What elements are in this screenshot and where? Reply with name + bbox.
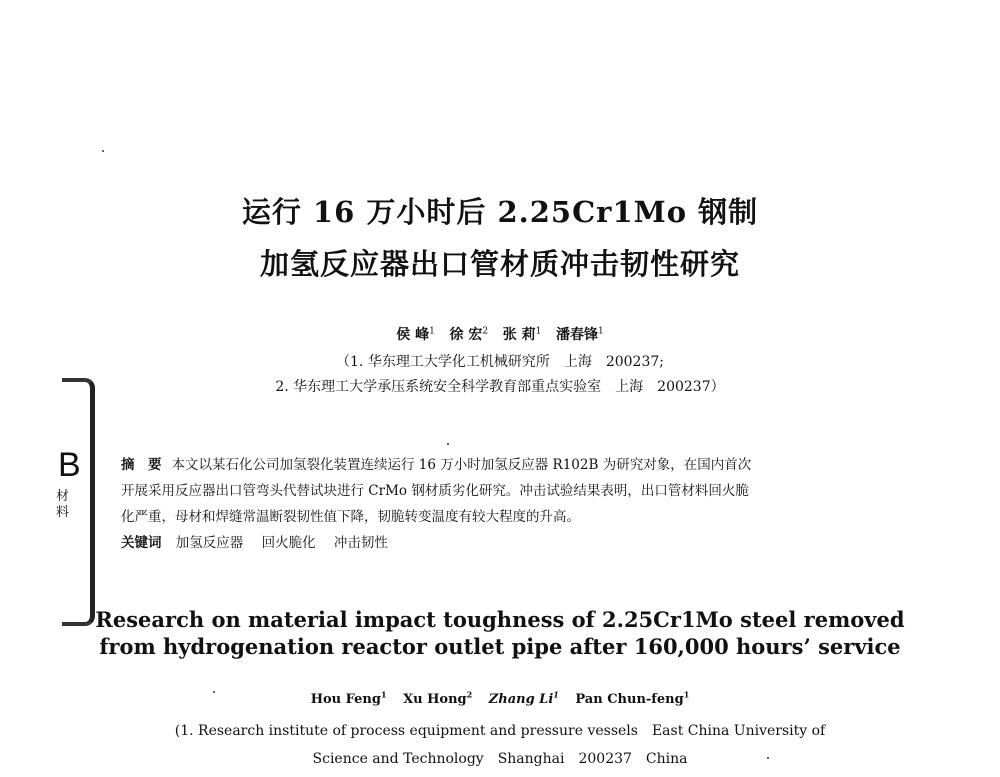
scan-speck <box>767 757 769 759</box>
keyword: 加氢反应器 <box>175 535 244 551</box>
author-en: Xu Hong$^2$ <box>403 690 473 708</box>
section-letter: B <box>58 446 81 484</box>
title-en-line-1: Research on material impact toughness of 2.25Cr1Mo steel removed <box>95 607 905 632</box>
authors-en <box>0 690 1000 707</box>
affiliation-en-line-1: (1. Research institute of process equipment and pressure vessels East China University of <box>174 723 826 739</box>
author-en: Pan Chun-feng$^1$ <box>575 690 690 708</box>
keywords-label: 关键词 <box>121 535 162 551</box>
keyword: 冲击韧性 <box>333 535 388 551</box>
author-cn: 侯 峰$^1$ <box>396 326 435 343</box>
abstract-line: 开展采用反应器出口管弯头代替试块进行 CrMo 钢材质劣化研究。冲击试验结果表明，出口管材料回火脆 <box>121 483 749 499</box>
author-cn: 徐 宏$^2$ <box>449 326 489 343</box>
affiliation-en-line-2: Science and Technology Shanghai 200237 China <box>312 751 688 767</box>
scan-speck <box>102 150 104 152</box>
affiliation-cn-line-1: （1. 华东理工大学化工机械研究所 上海 200237; <box>336 354 664 370</box>
title-cn-line-2: 加氢反应器出口管材质冲击韧性研究 <box>259 247 740 281</box>
title-en-line-2: from hydrogenation reactor outlet pipe after 160,000 hours’ service <box>99 634 901 659</box>
affiliation-cn-line-2: 2. 华东理工大学承压系统安全科学教育部重点实验室 上海 200237） <box>275 379 725 395</box>
keyword: 回火脆化 <box>261 535 316 551</box>
keywords-cn <box>121 530 891 556</box>
author-cn: 潘春锋$^1$ <box>555 326 604 343</box>
scan-speck <box>213 691 215 693</box>
abstract-cn <box>121 452 891 556</box>
abstract-line: 化严重，母材和焊缝常温断裂韧性值下降，韧脆转变温度有较大程度的升高。 <box>121 509 580 525</box>
title-cn-line-1: 运行 16 万小时后 2.25Cr1Mo 钢制 <box>241 195 759 229</box>
abstract-line: 摘 要 本文以某石化公司加氢裂化装置连续运行 16 万小时加氢反应器 R102B 为研究对象，在国内首次 <box>121 457 752 473</box>
author-en: Hou Feng$^1$ <box>310 690 387 708</box>
abstract-label: 摘 要 <box>121 457 162 473</box>
author-en: Zhang Li$^1$ <box>488 690 559 708</box>
section-label: 材料 <box>56 489 70 520</box>
scan-speck <box>447 443 449 445</box>
authors-cn <box>0 324 1000 344</box>
author-cn: 张 莉$^1$ <box>502 326 542 343</box>
